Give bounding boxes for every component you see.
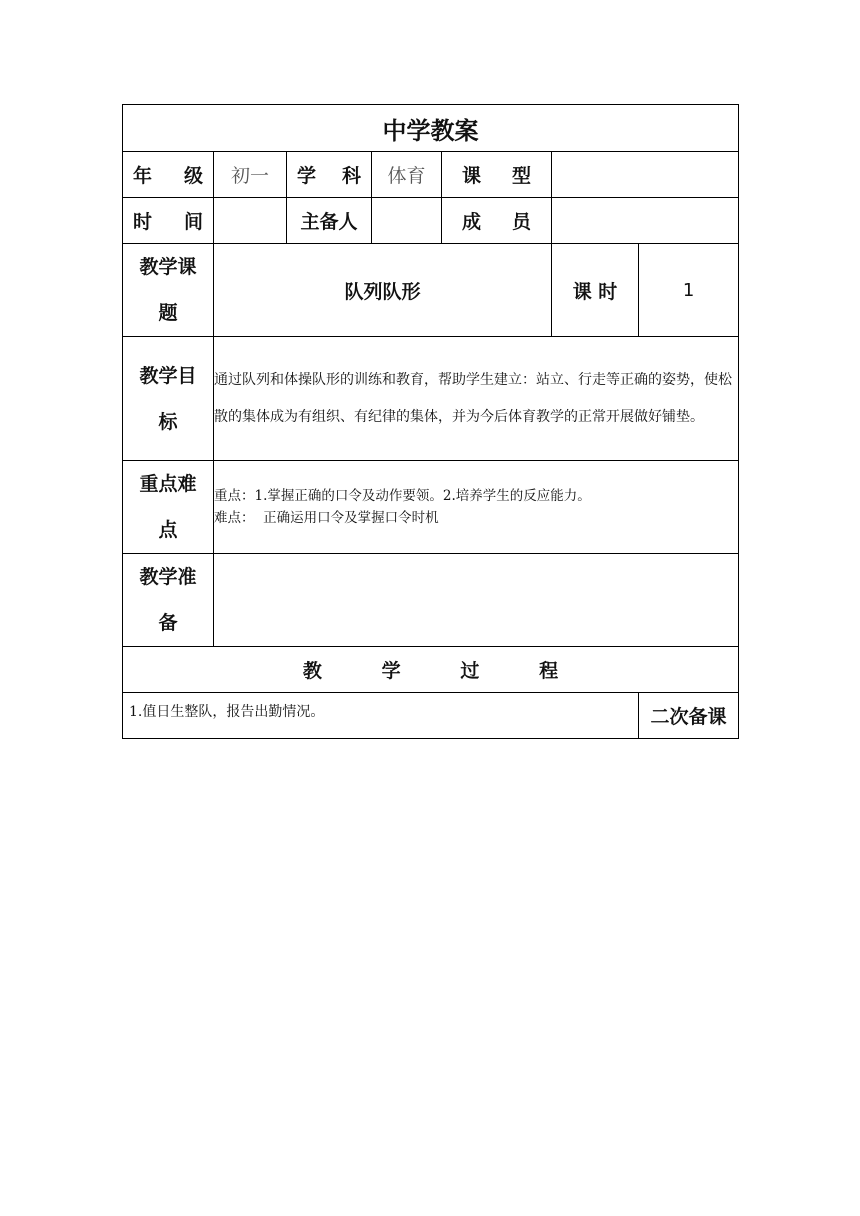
objective-label-line2: 标	[158, 410, 178, 433]
key-points-label	[123, 461, 214, 554]
process-header-row	[123, 647, 739, 693]
objective-label-line1: 教学目	[139, 364, 197, 387]
process-char: 学	[381, 660, 401, 682]
topic-value: 队列队形	[214, 244, 552, 337]
preparation-row	[123, 554, 739, 647]
label-char: 型	[511, 165, 531, 187]
key-points-row	[123, 461, 739, 554]
time-value	[214, 198, 287, 244]
subject-label-cell	[287, 152, 372, 198]
label-char: 科	[341, 165, 361, 187]
label-char: 成	[462, 211, 482, 233]
grade-value: 初一	[214, 152, 287, 198]
subject-value: 体育	[372, 152, 442, 198]
preparer-label: 主备人	[287, 198, 372, 244]
members-label-cell	[442, 198, 552, 244]
process-step-row	[123, 693, 739, 739]
label-char: 学	[297, 165, 317, 187]
topic-label	[123, 244, 214, 337]
subject-label	[287, 161, 371, 188]
info-row-1	[123, 152, 739, 198]
label-char: 课	[462, 165, 482, 187]
grade-label	[123, 161, 213, 188]
preparation-label-line1: 教学准	[139, 566, 197, 588]
process-char: 程	[539, 660, 559, 682]
process-char: 教	[302, 660, 322, 682]
topic-label-line1: 教学课	[139, 256, 197, 278]
process-char: 过	[460, 660, 480, 682]
key-points-label-line2: 点	[158, 519, 178, 541]
process-header	[123, 647, 739, 693]
key-points-label-line1: 重点难	[139, 473, 197, 495]
hours-value: 1	[639, 244, 739, 337]
process-title	[123, 656, 738, 683]
second-prep-label: 二次备课	[639, 693, 739, 739]
lesson-plan-table	[122, 104, 739, 739]
page-title: 中学教案	[123, 105, 739, 152]
hours-label: 课 时	[552, 244, 639, 337]
label-char: 年	[133, 165, 153, 187]
preparation-label-line2: 备	[158, 612, 178, 634]
members-label	[442, 207, 551, 234]
label-char: 员	[511, 211, 531, 233]
time-label-cell	[123, 198, 214, 244]
time-label	[123, 207, 213, 234]
objective-row	[123, 337, 739, 461]
preparer-value	[372, 198, 442, 244]
label-char: 间	[183, 211, 203, 233]
objective-text: 通过队列和体操队形的训练和教育，帮助学生建立：站立、行走等正确的姿势，使松散的集体成为有组织、有纪律的集体，并为今后体育教学的正常开展做好铺垫。	[214, 337, 739, 461]
preparation-label	[123, 554, 214, 647]
preparation-value	[214, 554, 739, 647]
grade-label-cell	[123, 152, 214, 198]
label-char: 时	[133, 211, 153, 233]
topic-row	[123, 244, 739, 337]
topic-label-line2: 题	[158, 302, 178, 324]
key-point-line: 重点：1.掌握正确的口令及动作要领。2.培养学生的反应能力。	[214, 488, 591, 504]
key-points-text	[214, 461, 739, 554]
members-value	[552, 198, 739, 244]
difficulty-line: 难点： 正确运用口令及掌握口令时机	[214, 510, 439, 526]
label-char: 级	[183, 165, 203, 187]
type-label-cell	[442, 152, 552, 198]
process-step-1: 1.值日生整队，报告出勤情况。	[123, 693, 639, 739]
title-row	[123, 105, 739, 152]
type-label	[442, 161, 551, 188]
objective-label	[123, 337, 214, 461]
info-row-2	[123, 198, 739, 244]
type-value	[552, 152, 739, 198]
